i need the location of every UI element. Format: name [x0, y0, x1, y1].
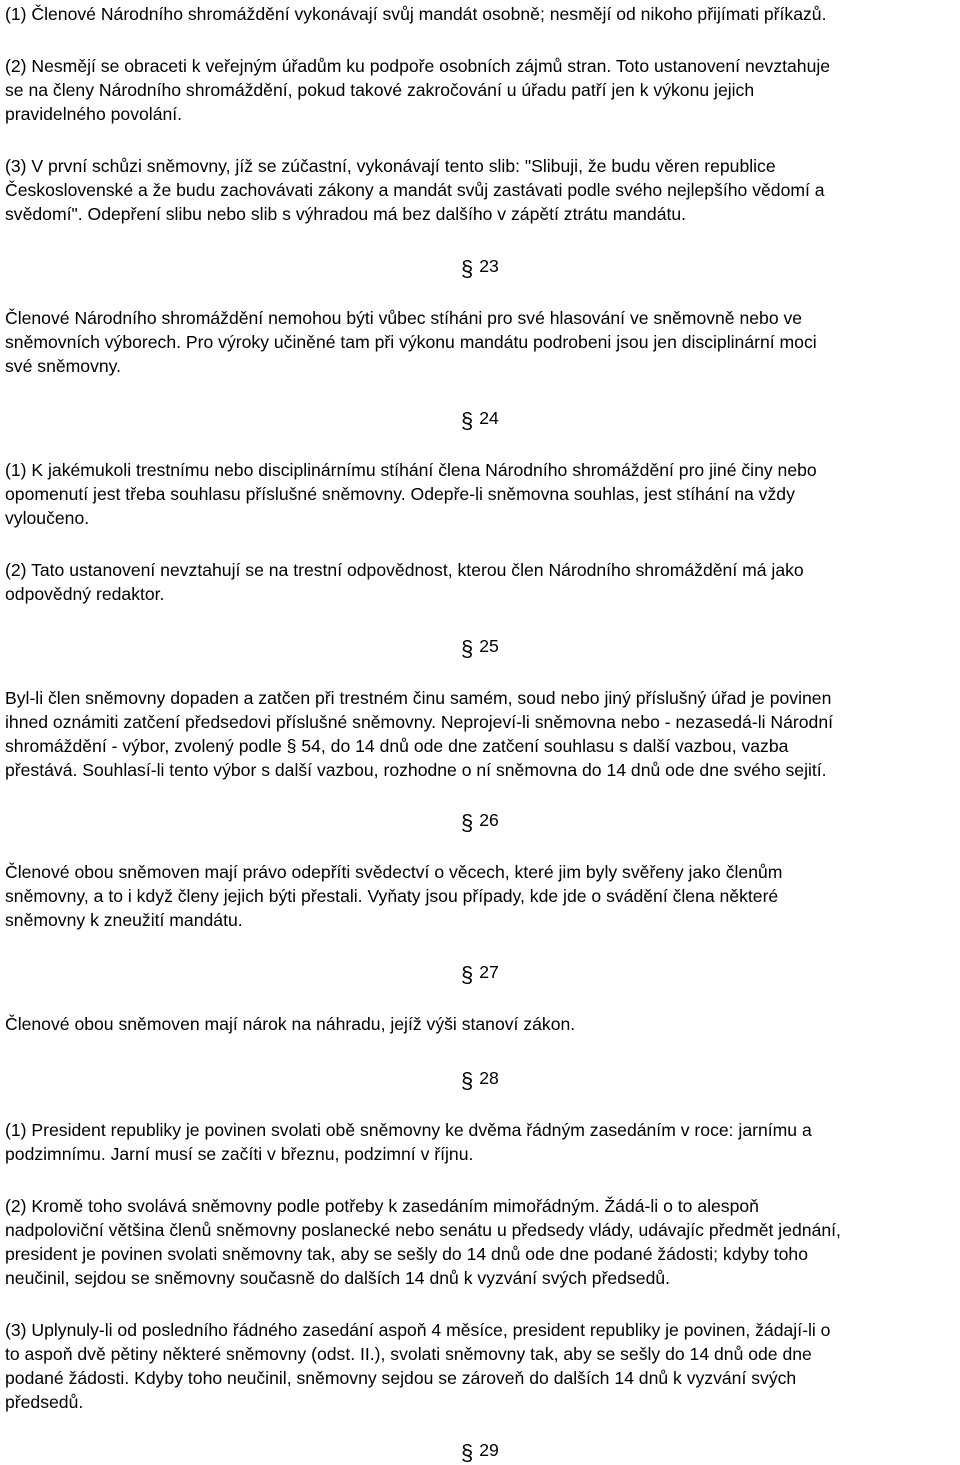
- section-number: 28: [479, 1068, 499, 1088]
- section-heading-27: [461, 961, 499, 986]
- paragraph-28-3-line: předsedů.: [5, 1392, 84, 1412]
- paragraph-28-3-line: to aspoň dvě pětiny některé sněmovny (odst. II.), svolati sněmovny tak, aby se sešly do 14 dnů ode dne: [5, 1344, 812, 1364]
- paragraph-22-3-line: (3) V první schůzi sněmovny, jíž se zúčastní, vykonávají tento slib: "Slibuji, že budu věren republice: [5, 156, 776, 176]
- paragraph-28-2-line: nadpoloviční většina členů sněmovny poslanecké nebo senátu u předsedy vlády, udávajíc předmět jednání,: [5, 1220, 841, 1240]
- section-heading-25: [461, 635, 499, 660]
- section-heading-23: [461, 255, 499, 280]
- paragraph-24-2-line: odpovědný redaktor.: [5, 584, 165, 604]
- paragraph-24-1-line: (1) K jakémukoli trestnímu nebo disciplinárnímu stíhání člena Národního shromáždění pro jiné činy nebo: [5, 460, 817, 480]
- paragraph-23-line: sněmovních výborech. Pro výroky učiněné tam při výkonu mandátu podrobeni jsou jen disciplinární moci: [5, 332, 817, 352]
- paragraph-28-2-line: president je povinen svolati sněmovny tak, aby se sešly do 14 dnů ode dne podané žádosti; kdyby toho: [5, 1244, 808, 1264]
- section-number: 26: [479, 810, 499, 830]
- paragraph-25-line: shromáždění - výbor, zvolený podle § 54, do 14 dnů ode dne zatčení souhlasu s další vazbou, vazba: [5, 736, 789, 756]
- paragraph-22-3-line: svědomí". Odepření slibu nebo slib s výhradou má bez dalšího v zápětí ztrátu mandátu.: [5, 204, 687, 224]
- paragraph-22-2-line: (2) Nesmějí se obraceti k veřejným úřadům ku podpoře osobních zájmů stran. Toto ustanovení nevztahuje: [5, 56, 831, 76]
- paragraph-26-line: sněmovny k zneužití mandátu.: [5, 910, 243, 930]
- paragraph-24-2-line: (2) Tato ustanovení nevztahují se na trestní odpovědnost, kterou člen Národního shromáždění má jako: [5, 560, 804, 580]
- paragraph-28-1-line: (1) President republiky je povinen svolati obě sněmovny ke dvěma řádným zasedáním v roce: jarnímu a: [5, 1120, 812, 1140]
- paragraph-25-line: přestává. Souhlasí-li tento výbor s další vazbou, rozhodne o ní sněmovna do 14 dnů ode dne svého sejití.: [5, 760, 827, 780]
- section-number: 24: [479, 408, 499, 428]
- paragraph-23-line: Členové Národního shromáždění nemohou býti vůbec stíháni pro své hlasování ve sněmovně nebo ve: [5, 308, 803, 328]
- paragraph-22-2-line: se na členy Národního shromáždění, pokud takové zakročování u úřadu patří jen k výkonu jejich: [5, 80, 755, 100]
- paragraph-25-line: Byl-li člen sněmovny dopaden a zatčen při trestném činu samém, soud nebo jiný příslušný úřad je povinen: [5, 688, 832, 708]
- section-number: 27: [479, 962, 499, 982]
- section-symbol: §: [461, 1440, 474, 1465]
- section-number: 29: [479, 1440, 499, 1460]
- paragraph-23-line: své sněmovny.: [5, 356, 122, 376]
- section-heading-26: [461, 809, 499, 834]
- section-symbol: §: [461, 962, 474, 987]
- paragraph-28-3-line: podané žádosti. Kdyby toho neučinil, sněmovny sejdou se zároveň do dalších 14 dnů k vyzvání svých: [5, 1368, 797, 1388]
- paragraph-22-1-line: (1) Členové Národního shromáždění vykonávají svůj mandát osobně; nesmějí od nikoho přijímati příkazů.: [5, 4, 827, 24]
- paragraph-26-line: sněmovny, a to i když členy jejich býti přestali. Vyňaty jsou případy, kde jde o svádění člena některé: [5, 886, 779, 906]
- paragraph-22-3-line: Československé a že budu zachovávati zákony a mandát svůj zastávati podle svého nejlepšího vědomí a: [5, 180, 825, 200]
- section-symbol: §: [461, 408, 474, 433]
- section-symbol: §: [461, 810, 474, 835]
- paragraph-22-2-line: pravidelného povolání.: [5, 104, 183, 124]
- paragraph-24-1-line: vyloučeno.: [5, 508, 90, 528]
- section-symbol: §: [461, 256, 474, 281]
- paragraph-26-line: Členové obou sněmoven mají právo odepříti svědectví o věcech, které jim byly svěřeny jako členům: [5, 862, 783, 882]
- paragraph-28-2-line: neučinil, sejdou se sněmovny současně do dalších 14 dnů k vyzvání svých předsedů.: [5, 1268, 671, 1288]
- section-heading-24: [461, 407, 499, 432]
- paragraph-24-1-line: opomenutí jest třeba souhlasu příslušné sněmovny. Odepře-li sněmovna souhlas, jest stíhání na vždy: [5, 484, 795, 504]
- section-symbol: §: [461, 1068, 474, 1093]
- section-heading-28: [461, 1067, 499, 1092]
- paragraph-28-1-line: podzimnímu. Jarní musí se začíti v březnu, podzimní v říjnu.: [5, 1144, 474, 1164]
- paragraph-28-3-line: (3) Uplynuly-li od posledního řádného zasedání aspoň 4 měsíce, president republiky je povinen, žádají-li o: [5, 1320, 831, 1340]
- paragraph-25-line: ihned oznámiti zatčení předsedovi příslušné sněmovny. Neprojeví-li sněmovna nebo - nezasedá-li Národní: [5, 712, 833, 732]
- section-symbol: §: [461, 636, 474, 661]
- section-heading-29: [461, 1439, 499, 1464]
- section-number: 23: [479, 256, 499, 276]
- paragraph-27-line: Členové obou sněmoven mají nárok na náhradu, jejíž výši stanoví zákon.: [5, 1014, 576, 1034]
- paragraph-28-2-line: (2) Kromě toho svolává sněmovny podle potřeby k zasedáním mimořádným. Žádá-li o to alespoň: [5, 1196, 759, 1216]
- section-number: 25: [479, 636, 499, 656]
